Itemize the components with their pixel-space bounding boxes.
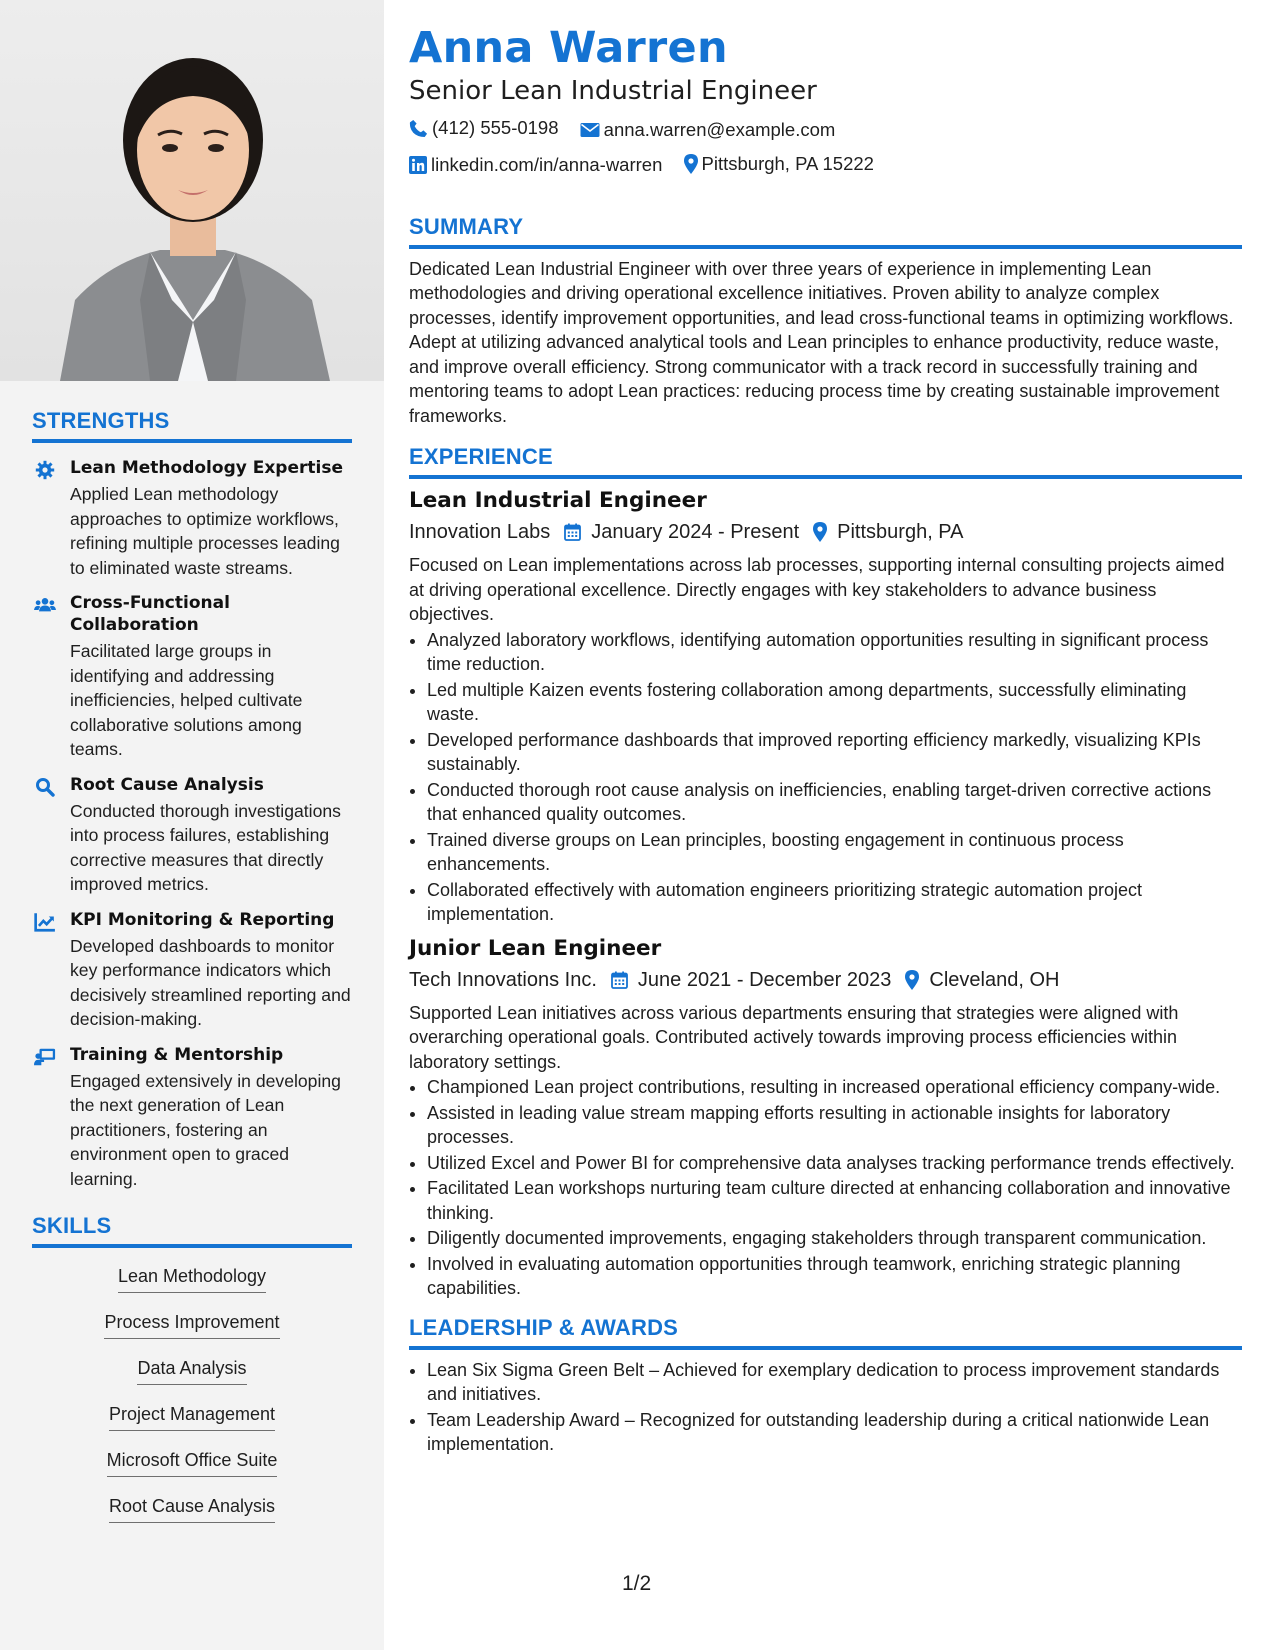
job-entry (409, 935, 1242, 1301)
strength-title: Root Cause Analysis (70, 774, 264, 795)
skill-item: Root Cause Analysis (109, 1494, 275, 1523)
strength-title: KPI Monitoring & Reporting (70, 909, 335, 930)
envelope-icon (580, 122, 600, 138)
candidate-role: Senior Lean Industrial Engineer (409, 76, 817, 106)
skills-list (32, 1264, 352, 1540)
job-location: Pittsburgh, PA (837, 521, 964, 543)
job-bullets (409, 1075, 1242, 1301)
strength-description: Applied Lean methodology approaches to optimize workflows, refining multiple processes leading to eliminated waste streams. (70, 484, 340, 578)
chart-line-icon (34, 912, 56, 932)
candidate-name: Anna Warren (409, 23, 728, 73)
map-pin-icon (813, 522, 827, 542)
calendar-icon (564, 523, 581, 541)
summary-text: Dedicated Lean Industrial Engineer with over three years of experience in implementing Lean methodologies and driving operational excellence initiatives. Proven ability to analyze complex processes, identify improvement opportunities, and lead cross-functional teams in optimizing workflows. Adept at utilizing advanced analytical tools and Lean principles to enhance productivity, reduce waste, and improve overall efficiency. Strong communicator with a track record in successfully training and mentoring teams to adopt Lean practices: reducing process time by creating sustainable improvement frameworks. (409, 258, 1234, 426)
summary-section (409, 214, 1242, 429)
job-bullet: • Assisted in leading value stream mapping efforts resulting in actionable insights for laboratory processes. (427, 1101, 1242, 1150)
skill-item: Data Analysis (137, 1356, 246, 1385)
strength-description: Facilitated large groups in identifying and addressing inefficiencies, helped cultivate collaborative solutions among teams. (70, 641, 303, 759)
map-pin-icon (684, 154, 698, 174)
job-bullet: • Involved in evaluating automation opportunities through teamwork, enriching strategic planning capabilities. (427, 1252, 1242, 1301)
linkedin-contact[interactable] (409, 149, 662, 181)
job-bullet: • Conducted thorough root cause analysis on inefficiencies, enabling target-driven corrective actions that enhanced quality outcomes. (427, 778, 1242, 827)
strength-item (32, 774, 352, 897)
award-item: • Team Leadership Award – Recognized for outstanding leadership during a critical nationwide Lean implementation. (427, 1408, 1242, 1457)
job-bullet: • Developed performance dashboards that improved reporting efficiency markedly, visualizing KPIs sustainably. (427, 728, 1242, 777)
job-location: Cleveland, OH (929, 968, 1060, 991)
sidebar (0, 0, 384, 1650)
leadership-heading: LEADERSHIP & AWARDS (409, 1315, 1242, 1350)
users-icon (34, 595, 56, 615)
skill-item: Project Management (109, 1402, 275, 1431)
strength-item (32, 1044, 352, 1192)
award-item: • Lean Six Sigma Green Belt – Achieved for exemplary dedication to process improvement standards and initiatives. (427, 1358, 1242, 1407)
contact-info (409, 112, 1242, 184)
job-dates: January 2024 - Present (591, 521, 800, 543)
main-content (409, 22, 1242, 1457)
job-title: Junior Lean Engineer (409, 935, 662, 961)
leadership-section (409, 1315, 1242, 1457)
linkedin-url: linkedin.com/in/anna-warren (431, 153, 663, 175)
job-bullet: • Utilized Excel and Power BI for comprehensive data analyses tracking performance trends effectively. (427, 1151, 1242, 1176)
job-title: Lean Industrial Engineer (409, 488, 707, 513)
job-meta (409, 965, 1242, 995)
skill-item: Microsoft Office Suite (107, 1448, 278, 1477)
linkedin-icon (409, 156, 427, 174)
email-address: anna.warren@example.com (603, 118, 836, 140)
strength-description: Engaged extensively in developing the next generation of Lean practitioners, fostering an environment open to graced learning. (70, 1070, 341, 1189)
company-name: Tech Innovations Inc. (409, 968, 597, 991)
job-dates: June 2021 - December 2023 (637, 968, 892, 991)
summary-heading: SUMMARY (409, 214, 1242, 249)
job-bullet: • Facilitated Lean workshops nurturing team culture directed at enhancing collaboration and innovative thinking. (427, 1176, 1242, 1225)
phone-number: (412) 555-0198 (432, 117, 559, 138)
profile-photo (0, 0, 384, 381)
strength-item (32, 592, 352, 762)
strength-item (32, 909, 352, 1032)
job-summary: Focused on Lean implementations across lab processes, supporting internal consulting projects aimed at driving operational excellence. Directly engages with key stakeholders to advance business objectives. (409, 555, 1225, 624)
job-bullet: • Analyzed laboratory workflows, identifying automation opportunities resulting in significant process time reduction. (427, 628, 1242, 677)
location-text: Pittsburgh, PA 15222 (701, 152, 874, 174)
experience-heading: EXPERIENCE (409, 444, 1242, 479)
email-contact[interactable] (580, 114, 836, 146)
sidebar-content (32, 408, 352, 1540)
job-meta (409, 517, 1242, 547)
skills-heading: SKILLS (32, 1213, 352, 1248)
job-bullet: • Championed Lean project contributions, resulting in increased operational efficiency company-wide. (427, 1075, 1242, 1100)
phone-icon (409, 119, 428, 138)
strength-title: Cross-Functional Collaboration (70, 593, 230, 635)
teacher-icon (34, 1047, 56, 1067)
job-bullet: • Collaborated effectively with automation engineers prioritizing strategic automation project implementation. (427, 878, 1242, 927)
portrait-image (0, 0, 384, 381)
location-contact (684, 148, 874, 180)
search-icon (34, 777, 56, 797)
strengths-heading: STRENGTHS (32, 408, 352, 443)
strength-item (32, 457, 352, 580)
gear-icon (34, 460, 56, 480)
strength-description: Developed dashboards to monitor key performance indicators which decisively streamlined reporting and decision-making. (70, 935, 351, 1029)
strength-title: Lean Methodology Expertise (70, 458, 343, 478)
phone-contact[interactable] (409, 112, 559, 144)
skill-item: Lean Methodology (118, 1264, 266, 1293)
calendar-icon (611, 971, 628, 989)
page-number: 1/2 (622, 1572, 652, 1595)
job-bullet: • Trained diverse groups on Lean principles, boosting engagement in continuous process enhancements. (427, 828, 1242, 877)
job-bullet: • Led multiple Kaizen events fostering collaboration among departments, successfully eliminating waste. (427, 678, 1242, 727)
map-pin-icon (905, 970, 919, 990)
strength-title: Training & Mentorship (70, 1044, 284, 1065)
strength-description: Conducted thorough investigations into process failures, establishing corrective measures that directly improved metrics. (70, 800, 341, 894)
job-bullet: • Diligently documented improvements, engaging stakeholders through transparent communication. (427, 1226, 1242, 1251)
job-bullets (409, 628, 1242, 927)
skill-item: Process Improvement (104, 1310, 279, 1339)
company-name: Innovation Labs (409, 521, 551, 543)
job-summary: Supported Lean initiatives across various departments ensuring that strategies were aligned with overarching operational goals. Contributed actively towards improving process efficiencies within laboratory settings. (409, 1002, 1179, 1072)
experience-section (409, 444, 1242, 1301)
leadership-list (409, 1358, 1242, 1457)
job-entry (409, 487, 1242, 927)
